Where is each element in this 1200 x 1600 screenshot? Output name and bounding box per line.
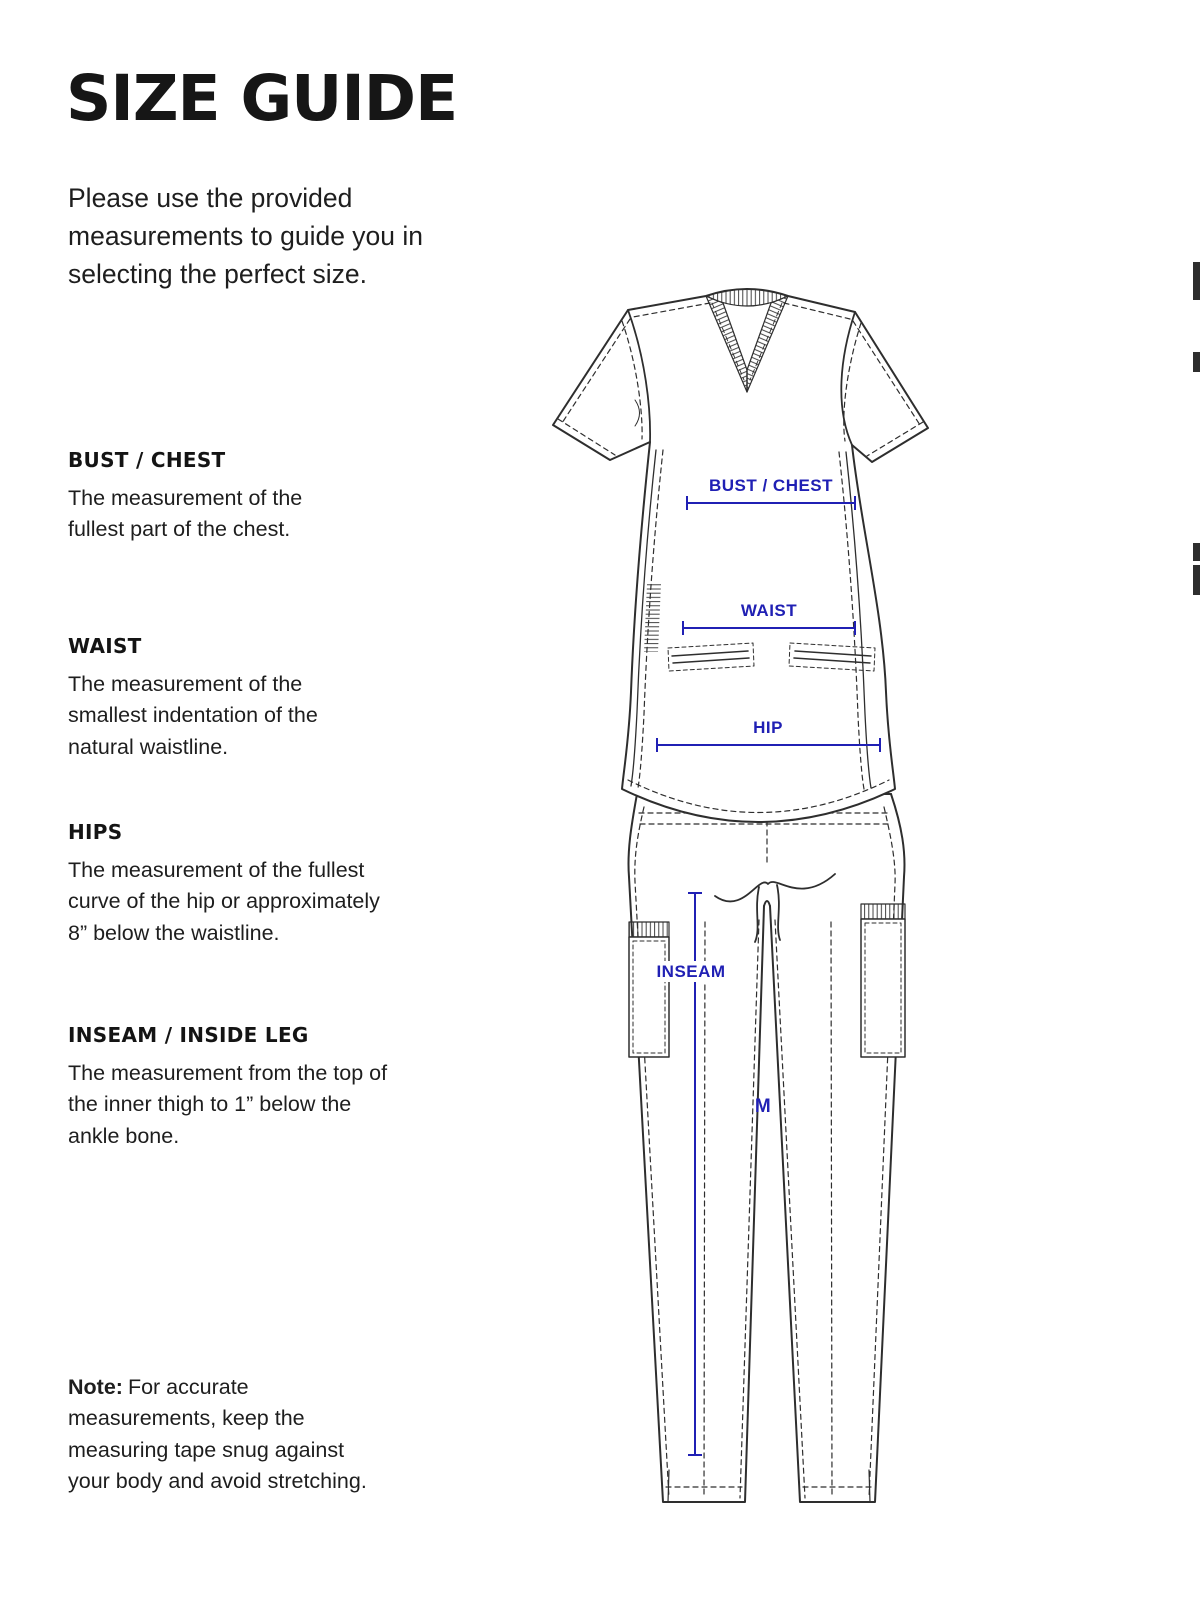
edge-mark (1193, 565, 1200, 595)
waist-measure-label: WAIST (740, 601, 798, 620)
note-label: Note: (68, 1375, 123, 1399)
hip-measure-label: HIP (753, 718, 783, 737)
section-heading: BUST / CHEST (68, 448, 226, 472)
section-heading: INSEAM / INSIDE LEG (68, 1023, 309, 1047)
section-waist (68, 634, 368, 763)
scrub-top-illustration (553, 289, 928, 822)
page-title: SIZE GUIDE (66, 62, 458, 135)
inseam-measure-label: INSEAM (656, 962, 726, 981)
size-letter-label: M (754, 1096, 772, 1117)
section-heading: HIPS (68, 820, 123, 844)
note-text (68, 1372, 368, 1498)
section-body: The measurement of the smallest indentation of the natural waistline. (68, 672, 318, 759)
cargo-pocket-right (861, 904, 905, 1057)
scrubs-technical-sketch (535, 272, 1005, 1527)
cargo-pocket-left (629, 922, 669, 1057)
pants-crotch-seam (764, 901, 770, 906)
bust-measure-label: BUST / CHEST (708, 476, 834, 495)
note-body: For accurate measurements, keep the measuring tape snug against your body and avoid stretching. (68, 1375, 367, 1494)
section-body: The measurement of the fullest part of the chest. (68, 486, 303, 542)
size-diagram (535, 272, 1005, 1527)
edge-mark (1193, 543, 1200, 561)
edge-mark (1193, 352, 1200, 372)
section-hips (68, 820, 398, 949)
section-inseam (68, 1023, 388, 1152)
scrub-pants-illustration (628, 794, 905, 1502)
section-heading: WAIST (68, 634, 142, 658)
section-body: The measurement from the top of the inner thigh to 1” below the ankle bone. (68, 1061, 388, 1148)
section-bust-chest (68, 448, 348, 546)
intro-text: Please use the provided measurements to guide you in selecting the perfect size. (68, 183, 424, 289)
edge-mark (1193, 262, 1200, 300)
section-body: The measurement of the fullest curve of the hip or approximately 8” below the waistline. (68, 858, 380, 945)
